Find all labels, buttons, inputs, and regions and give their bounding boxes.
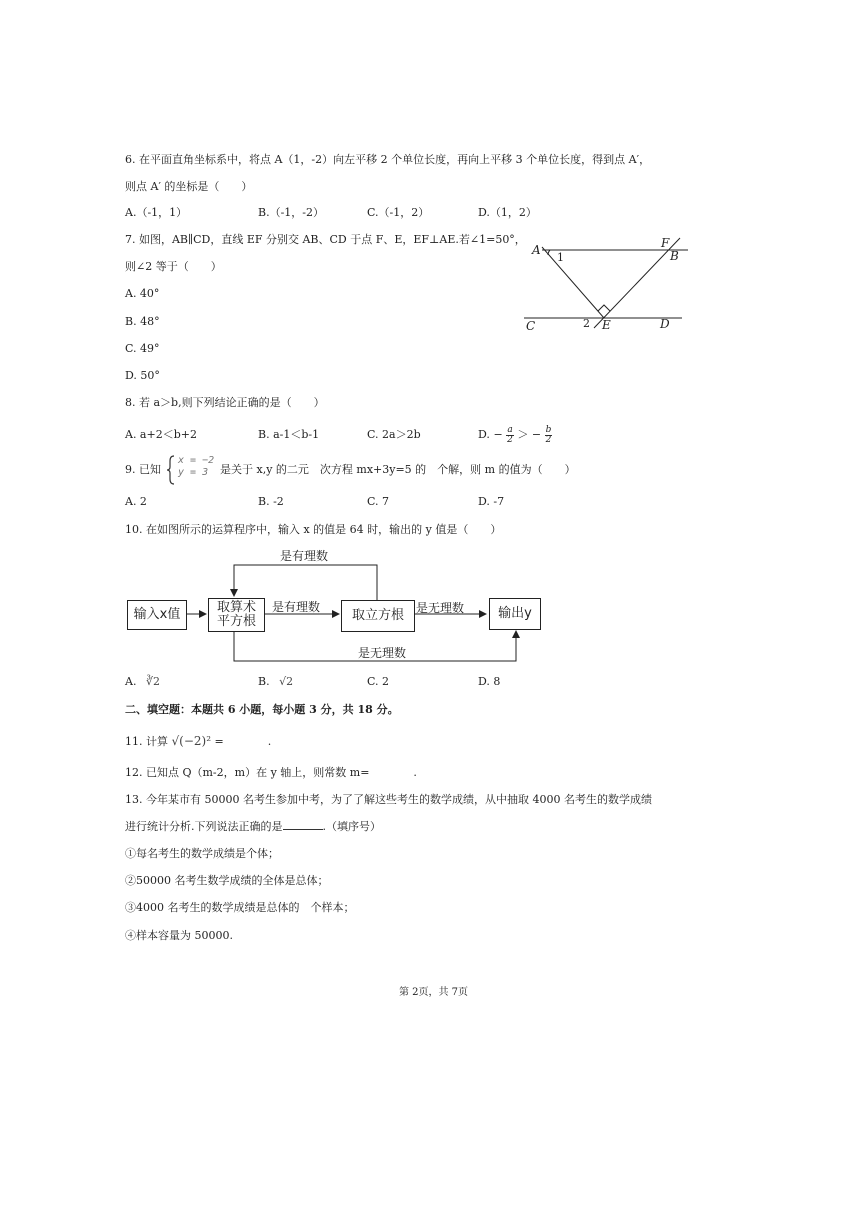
q8-option-b: B. a-1＜b-1	[258, 428, 320, 441]
q7-option-c: C. 49°	[125, 342, 160, 355]
q11	[125, 734, 271, 749]
fraction-b-over-2	[545, 426, 553, 445]
section-2-title: 二、填空题：本题共 6 小题，每小题 3 分，共 18 分。	[125, 703, 399, 716]
label-two: 2	[583, 317, 590, 330]
q11-suffix: = .	[214, 735, 272, 748]
q7-line1: 7. 如图，AB∥CD，直线 EF 分别交 AB、CD 于点 F、E，EF⊥AE.若∠1=50°，	[125, 233, 526, 246]
q13-item-3: ③4000 名考生的数学成绩是总体的 个样本；	[125, 901, 355, 914]
fraction-numerator: b	[545, 424, 552, 435]
q6-line2: 则点 A′ 的坐标是（ ）	[125, 180, 253, 193]
page-footer: 第 2页，共 7页	[398, 987, 469, 998]
flow-label-rational-mid: 是有理数	[272, 600, 321, 614]
q10-option-a	[125, 675, 160, 689]
q13-item-2: ②50000 名考生数学成绩的全体是总体；	[125, 874, 329, 887]
q8-option-d-minus: −	[493, 428, 503, 441]
flow-sqrt-label-2: 平方根	[216, 614, 256, 629]
q7-geometry-figure	[520, 235, 700, 335]
flow-sqrt-label-1: 取算术	[216, 600, 256, 615]
q10-line1: 10. 在如图所示的运算程序中，输入 x 的值是 64 时，输出的 y 值是（ ）	[125, 523, 502, 536]
cube-root-2: ∛2	[145, 675, 160, 688]
q8-option-d-compare: ＞ −	[517, 428, 542, 441]
q9-option-a: A. 2	[125, 495, 147, 508]
line-ae	[542, 247, 604, 318]
q9-option-b: B. -2	[258, 495, 284, 508]
q9-equation-y: y = 3	[178, 467, 209, 478]
fraction-denominator: 2	[507, 434, 513, 445]
q9-option-c: C. 7	[367, 495, 390, 508]
q7-option-d: D. 50°	[125, 369, 160, 382]
label-d: D	[660, 317, 670, 331]
q6-option-b: B.（-1，-2）	[258, 206, 325, 219]
q13-line1: 13. 今年某市有 50000 名考生参加中考，为了了解这些考生的数学成绩，从中抽取 4000 名考生的数学成绩	[125, 793, 652, 806]
q13-line2-after: .（填序号）	[322, 820, 381, 833]
q11-expression: √(−2)²	[171, 734, 212, 748]
flow-label-irrational-bottom: 是无理数	[358, 646, 407, 660]
q9-suffix: 是关于 x,y 的二元 次方程 mx+3y=5 的 个解，则 m 的值为（ ）	[220, 463, 576, 476]
flow-input-label: 输入x值	[133, 607, 181, 622]
q10-option-a-prefix: A.	[125, 675, 137, 688]
answer-blank	[283, 820, 323, 830]
label-a: A	[532, 243, 541, 257]
q7-option-b: B. 48°	[125, 315, 160, 328]
q7-line2: 则∠2 等于（ ）	[125, 260, 222, 273]
flow-label-rational-top: 是有理数	[280, 549, 329, 563]
angle-1-arc	[548, 250, 550, 255]
q9-option-d: D. -7	[478, 495, 505, 508]
flow-sqrt-box	[208, 598, 265, 632]
q6-option-a: A.（-1，1）	[125, 206, 188, 219]
q8-option-a: A. a+2＜b+2	[125, 428, 197, 441]
label-b: B	[670, 249, 679, 263]
right-angle-mark	[598, 305, 610, 311]
q9-prefix: 9. 已知	[125, 463, 161, 476]
flow-cbrt-box	[341, 600, 415, 632]
left-brace-icon	[166, 455, 176, 485]
q8-option-d-prefix: D.	[478, 428, 490, 441]
q10-option-b-prefix: B.	[258, 675, 270, 688]
q6-option-c: C.（-1，2）	[367, 206, 430, 219]
q7-option-a: A. 40°	[125, 287, 160, 300]
q13-line2-before: 进行统计分析.下列说法正确的是	[125, 820, 283, 833]
q8-option-d	[478, 420, 552, 450]
q13-item-1: ①每名考生的数学成绩是个体；	[125, 847, 279, 860]
q12: 12. 已知点 Q（m-2，m）在 y 轴上，则常数 m= .	[125, 766, 417, 779]
q8-line1: 8. 若 a＞b,则下列结论正确的是（ ）	[125, 396, 325, 409]
fraction-a-over-2	[506, 426, 514, 445]
q10-option-b	[258, 675, 293, 689]
q10-option-d: D. 8	[478, 675, 501, 688]
label-c: C	[526, 319, 536, 333]
fraction-numerator: a	[507, 424, 513, 435]
q11-prefix: 11. 计算	[125, 735, 168, 748]
q9-equation-x: x = −2	[178, 455, 215, 466]
q6-line1: 6. 在平面直角坐标系中，将点 A（1，-2）向左平移 2 个单位长度，再向上平移 3 个单位长度，得到点 A′，	[125, 153, 651, 166]
flow-label-irrational-mid: 是无理数	[416, 601, 465, 615]
arrow-loop-back	[234, 565, 377, 600]
q10-option-c: C. 2	[367, 675, 390, 688]
flow-output-label: 输出y	[498, 606, 532, 621]
flow-output-box	[489, 598, 541, 630]
q9-equation-system	[178, 455, 214, 479]
fraction-denominator: 2	[545, 434, 552, 445]
q6-option-d: D.（1，2）	[478, 206, 537, 219]
line-ef	[594, 238, 680, 328]
label-one: 1	[557, 251, 564, 264]
q8-option-c: C. 2a＞2b	[367, 428, 421, 441]
q13-line2	[125, 820, 381, 834]
square-root-2: √2	[279, 675, 294, 688]
flow-input-box	[127, 600, 187, 630]
q13-item-4: ④样本容量为 50000.	[125, 929, 233, 942]
label-f: F	[661, 236, 670, 250]
flow-cbrt-label: 取立方根	[351, 608, 404, 623]
label-e: E	[602, 318, 611, 332]
